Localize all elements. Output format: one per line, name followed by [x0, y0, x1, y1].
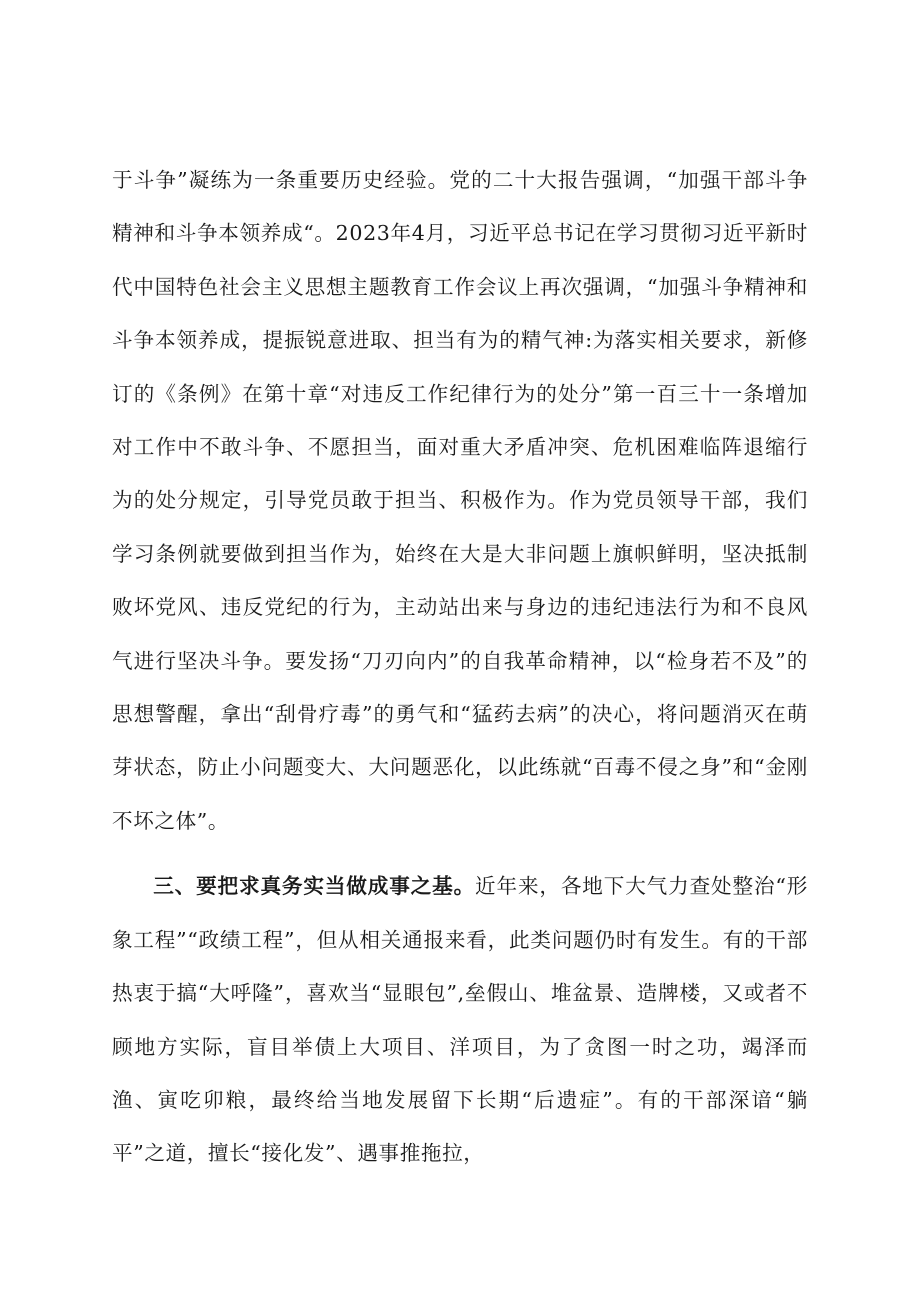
- paragraph-2: [112, 860, 808, 1180]
- paragraph-1: 于斗争”凝练为一条重要历史经验。党的二十大报告强调，“加强干部斗争精神和斗争本领养成“。2023年4月，习近平总书记在学习贯彻习近平新时代中国特色社会主义思想主题教育工作会议上再次强调，“加强斗争精神和斗争本领养成，提振锐意进取、担当有为的精气神:为落实相关要求，新修订的《条例》在第十章“对违反工作纪律行为的处分”第一百三十一条增加对工作中不敢斗争、不愿担当，面对重大矛盾冲突、危机困难临阵退缩行为的处分规定，引导党员敢于担当、积极作为。作为党员领导干部，我们学习条例就要做到担当作为，始终在大是大非问题上旗帜鲜明，坚决抵制败坏党风、违反党纪的行为，主动站出来与身边的违纪违法行为和不良风气进行坚决斗争。要发扬“刀刃向内”的自我革命精神，以“检身若不及”的思想警醒，拿出“刮骨疗毒”的勇气和“猛药去病”的决心，将问题消灭在萌芽状态，防止小问题变大、大问题恶化，以此练就“百毒不侵之身”和“金刚不坏之体”。: [112, 168, 808, 833]
- section-heading-3: 三、要把求真务实当做成事之基。: [153, 874, 476, 899]
- paragraph-2-body: 近年来，各地下大气力查处整治“形象工程”“政绩工程”，但从相关通报来看，此类问题仍时有发生。有的干部热衷于搞“大呼隆”，喜欢当“显眼包”,垒假山、堆盆景、造牌楼，又或者不顾地方实际，盲目举债上大项目、洋项目，为了贪图一时之功，竭泽而渔、寅吃卯粮，最终给当地发展留下长期“后遗症”。有的干部深谙“躺平”之道，擅长“接化发”、遇事推拖拉，: [112, 874, 808, 1166]
- document-body: [112, 154, 808, 1181]
